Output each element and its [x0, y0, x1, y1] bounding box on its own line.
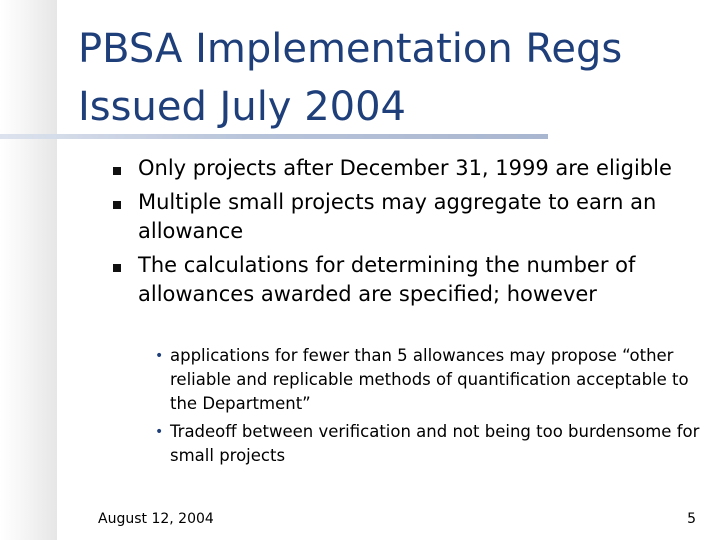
bullet-text: The calculations for determining the number of allowances awarded are specified; however [138, 253, 636, 306]
dot-bullet-icon: • [155, 348, 164, 364]
bullet-text: Multiple small projects may aggregate to earn an allowance [138, 190, 657, 243]
title-underline [0, 134, 548, 139]
square-bullet-icon [113, 167, 121, 175]
bullet-item [113, 251, 703, 309]
slide-title: PBSA Implementation Regs Issued July 2004 [78, 26, 623, 130]
sub-bullet-text: applications for fewer than 5 allowances may propose “other reliable and replicable methods of quantification acceptable to the Department” [170, 346, 689, 413]
sub-bullet-text: Tradeoff between verification and not being too burdensome for small projects [170, 422, 700, 465]
square-bullet-icon [113, 264, 121, 272]
sub-bullet-list [155, 344, 700, 472]
bullet-text: Only projects after December 31, 1999 are eligible [138, 156, 672, 180]
page-number: 5 [687, 511, 696, 527]
footer-date: August 12, 2004 [98, 511, 214, 527]
sub-bullet-item [155, 344, 700, 416]
left-gradient-band [0, 0, 57, 540]
dot-bullet-icon: • [155, 424, 164, 440]
square-bullet-icon [113, 201, 121, 209]
bullet-item [113, 154, 703, 183]
bullet-list [113, 154, 703, 314]
sub-bullet-item [155, 420, 700, 468]
bullet-item [113, 188, 703, 246]
